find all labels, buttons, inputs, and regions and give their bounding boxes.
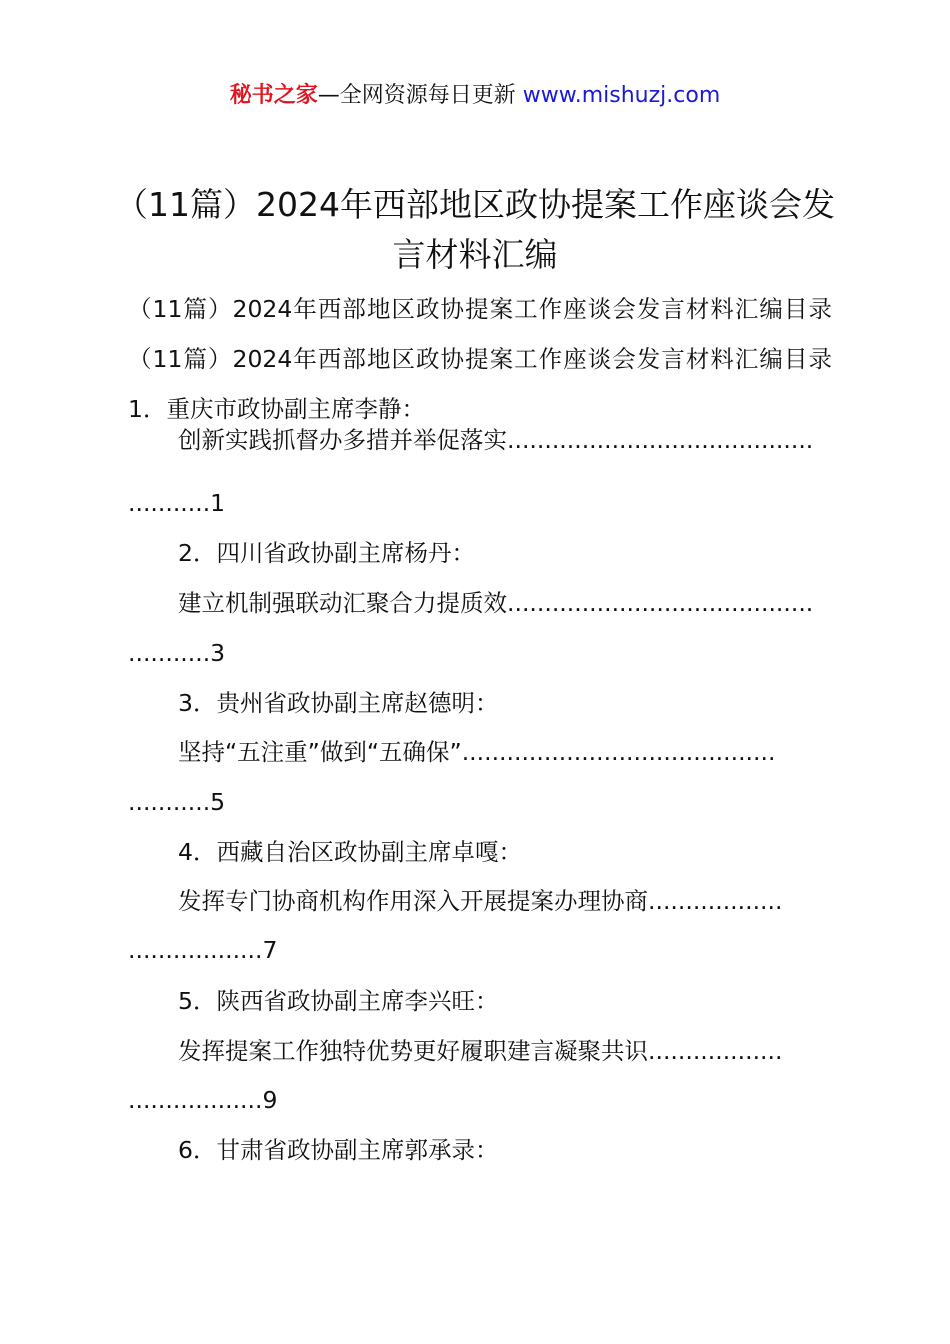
document-intro: （11篇）2024年西部地区政协提案工作座谈会发言材料汇编目录（11篇）2024年西部地区政协提案工作座谈会发言材料汇编目录1．重庆市政协副主席李静：	[128, 295, 832, 423]
site-header	[0, 80, 950, 112]
toc-entry-4-page[interactable]: ..................7	[128, 936, 278, 964]
toc-entry-2-title[interactable]: 建立机制强联动汇聚合力提质效.........................................	[178, 589, 814, 617]
toc-entry-4-speaker: 4．西藏自治区政协副主席卓嘎：	[178, 838, 522, 866]
toc-entry-3-title[interactable]: 坚持“五注重”做到“五确保”..........................................	[178, 738, 776, 766]
toc-entry-5-title[interactable]: 发挥提案工作独特优势更好履职建言凝聚共识..................	[178, 1037, 783, 1065]
toc-entry-2-page[interactable]: ...........3	[128, 639, 226, 667]
toc-entry-4-title[interactable]: 发挥专门协商机构作用深入开展提案办理协商..................	[178, 887, 783, 915]
site-url-link[interactable]: www.mishuzj.com	[522, 83, 721, 108]
toc-entry-3-speaker: 3．贵州省政协副主席赵德明：	[178, 689, 499, 717]
site-brand: 秘书之家	[229, 83, 318, 108]
document-title: （11篇）2024年西部地区政协提案工作座谈会发言材料汇编	[115, 185, 835, 274]
toc-entry-1-page[interactable]: ...........1	[128, 489, 226, 517]
site-tagline: —全网资源每日更新	[317, 83, 516, 108]
toc-entry-3-page[interactable]: ...........5	[128, 788, 226, 816]
toc-entry-1-title[interactable]: 创新实践抓督办多措并举促落实.........................................	[178, 426, 814, 454]
toc-entry-5-speaker: 5．陕西省政协副主席李兴旺：	[178, 987, 499, 1015]
toc-entry-5-page[interactable]: ..................9	[128, 1086, 278, 1114]
toc-entry-6-speaker: 6．甘肃省政协副主席郭承录：	[178, 1136, 499, 1164]
toc-entry-2-speaker: 2．四川省政协副主席杨丹：	[178, 539, 475, 567]
